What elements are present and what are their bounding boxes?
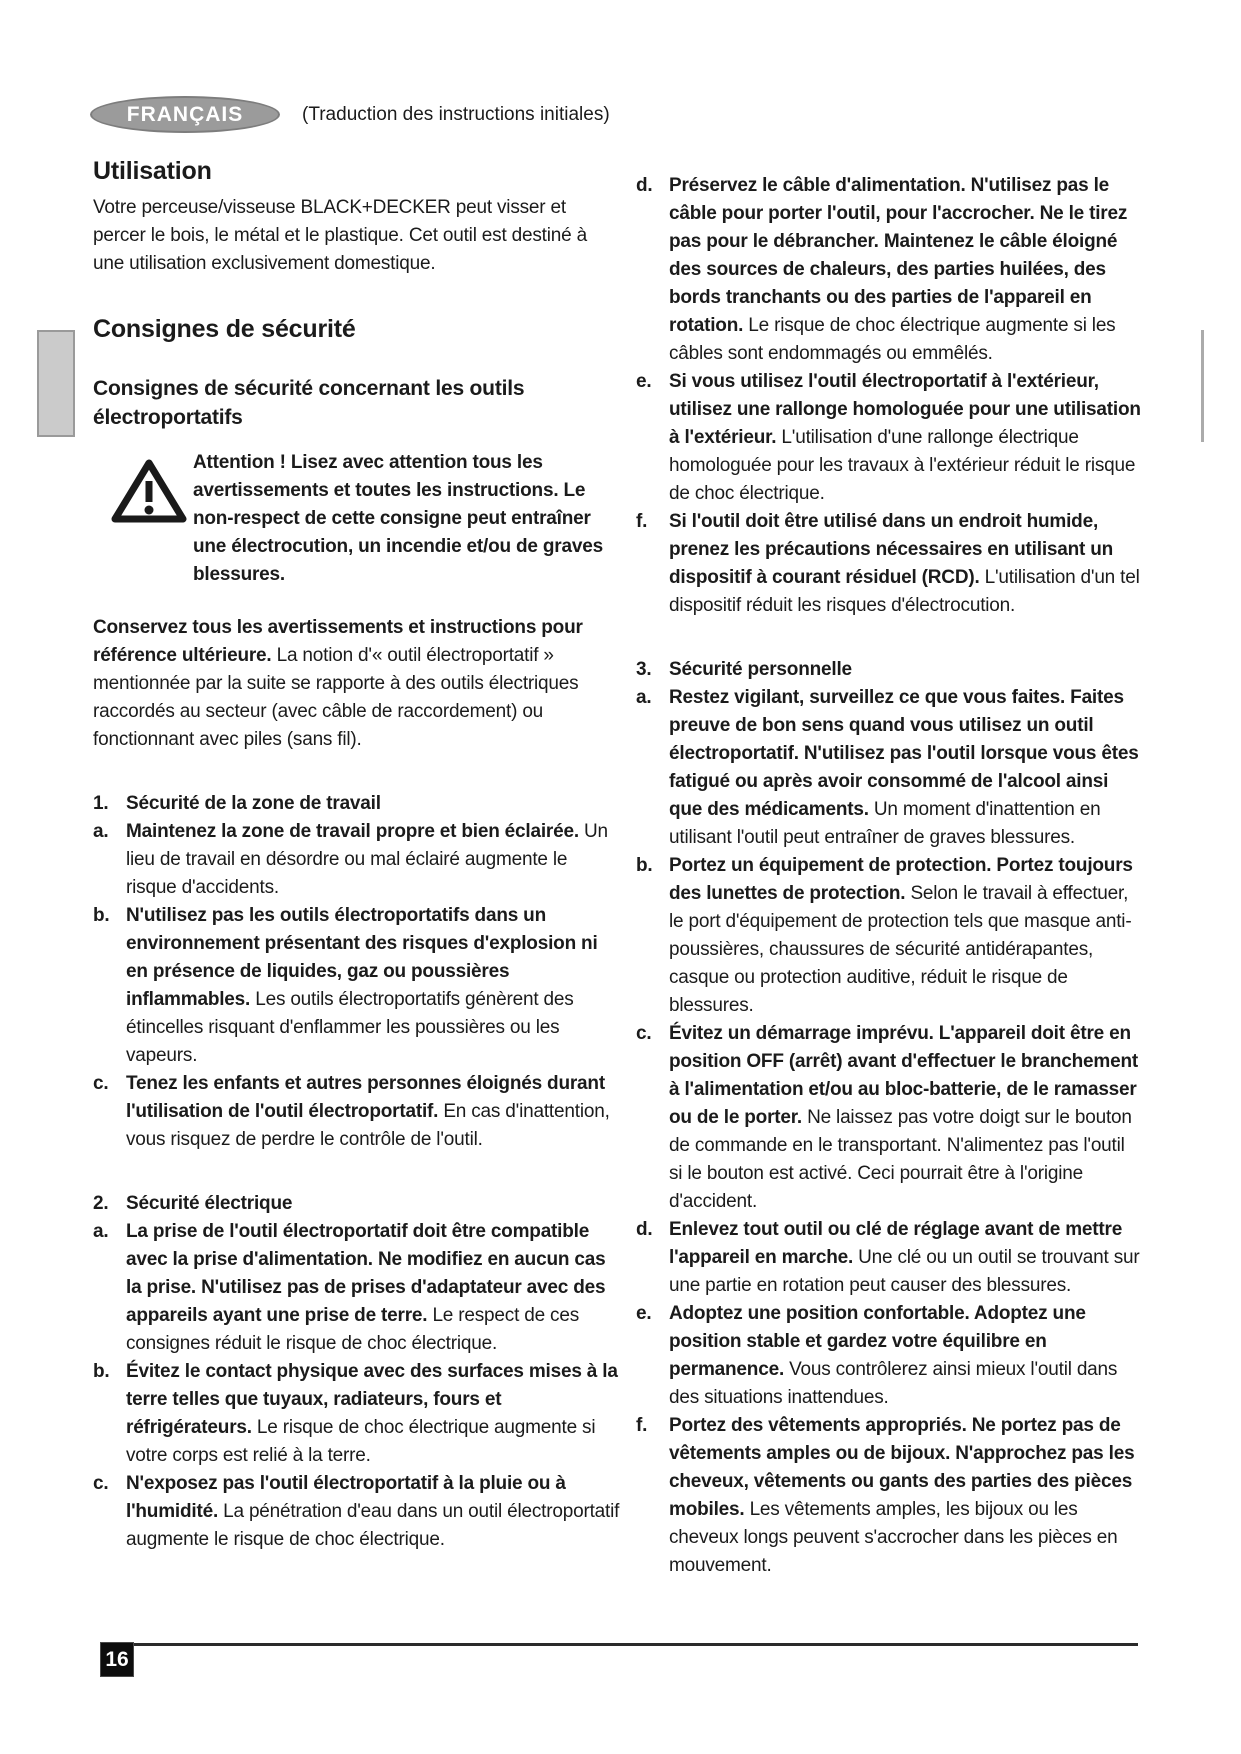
item-marker: f. [636, 1415, 648, 1436]
left-margin-tab [37, 330, 75, 437]
page-number-badge: 16 [100, 1642, 134, 1677]
section-title: Sécurité personnelle [669, 659, 852, 680]
section-2-heading [93, 1190, 620, 1218]
item-rest: Une clé ou un outil se trouvant sur une partie en rotation peut causer des blessures. [669, 1247, 1140, 1296]
section-1-heading [93, 790, 620, 818]
item-rest: Les outils électroportatifs génèrent des étincelles risquant d'enflammer les poussières ou les vapeurs. [126, 989, 574, 1066]
item-marker: f. [636, 511, 648, 532]
item-rest: Les vêtements amples, les bijoux ou les cheveux longs peuvent s'accrocher dans les pièces en mouvement. [669, 1499, 1118, 1576]
safety-title: Consignes de sécurité [93, 315, 356, 343]
language-badge: FRANÇAIS [90, 96, 280, 133]
list-item [93, 902, 620, 1070]
item-lead: Évitez un démarrage imprévu. L'appareil doit être en position OFF (arrêt) avant d'effectuer le branchement à l'alimentation et/ou au bloc-batterie, de le ramasser ou de le porter. [669, 1023, 1139, 1128]
section-3-heading [636, 656, 1143, 684]
translation-note: (Traduction des instructions initiales) [302, 103, 610, 125]
safety-subtitle: Consignes de sécurité concernant les outils électroportatifs [93, 377, 525, 429]
item-rest: Le risque de choc électrique augmente si les câbles sont endommagés ou emmêlés. [669, 315, 1116, 364]
item-lead: Préservez le câble d'alimentation. N'utilisez pas le câble pour porter l'outil, pour l'accrocher. Ne le tirez pas pour le débrancher. Maintenez le câble éloigné des sources de chaleurs, des parties huilées, des bords tranchants ou des parties de l'appareil en rotation. [669, 175, 1128, 336]
item-marker: d. [636, 1219, 653, 1240]
keep-rest: La notion d'« outil électroportatif » mentionnée par la suite se rapporte à des outils électriques raccordés au secteur (avec câble de raccordement) ou fonctionnant avec piles (sans fil). [93, 645, 579, 750]
section-title: Sécurité de la zone de travail [126, 793, 381, 814]
list-item [636, 508, 1143, 620]
item-lead: Enlevez tout outil ou clé de réglage avant de mettre l'appareil en marche. [669, 1219, 1123, 1268]
item-lead: Maintenez la zone de travail propre et bien éclairée. [126, 821, 579, 842]
keep-bold: Conservez tous les avertissements et instructions pour référence ultérieure. [93, 617, 583, 666]
item-rest: En cas d'inattention, vous risquez de perdre le contrôle de l'outil. [126, 1101, 610, 1150]
list-item [93, 1070, 620, 1154]
item-marker: b. [636, 855, 653, 876]
list-item [636, 852, 1143, 1020]
list-item [636, 1216, 1143, 1300]
page-header [90, 96, 610, 133]
item-lead: Portez des vêtements appropriés. Ne portez pas de vêtements amples ou de bijoux. N'approchez pas les cheveux, vêtements ou gants des parties des pièces mobiles. [669, 1415, 1135, 1520]
section-number: 2. [93, 1193, 109, 1214]
warning-block [93, 449, 620, 589]
item-lead: Tenez les enfants et autres personnes éloignés durant l'utilisation de l'outil électroportatif. [126, 1073, 605, 1122]
item-lead: Adoptez une position confortable. Adoptez une position stable et gardez votre équilibre en permanence. [669, 1303, 1086, 1380]
item-rest: La pénétration d'eau dans un outil électroportatif augmente le risque de choc électrique. [126, 1501, 620, 1550]
item-rest: Le respect de ces consignes réduit le risque de choc électrique. [126, 1305, 580, 1354]
item-lead: Restez vigilant, surveillez ce que vous faites. Faites preuve de bon sens quand vous utilisez un outil électroportatif. N'utilisez pas l'outil lorsque vous êtes fatigué ou après avoir consommé de l'alcool ainsi que des médicaments. [669, 687, 1139, 820]
two-column-body [93, 134, 1143, 1580]
item-marker: d. [636, 175, 653, 196]
list-item [636, 1020, 1143, 1216]
item-lead: N'utilisez pas les outils électroportatifs dans un environnement présentant des risques d'explosion ni en présence de liquides, gaz ou poussières inflammables. [126, 905, 598, 1010]
item-rest: L'utilisation d'une rallonge électrique homologuée pour les travaux à l'extérieur réduit le risque de choc électrique. [669, 427, 1136, 504]
item-rest: Vous contrôlerez ainsi mieux l'outil dans des situations inattendues. [669, 1359, 1118, 1408]
list-item [93, 1358, 620, 1470]
item-rest: Un lieu de travail en désordre ou mal éclairé augmente le risque d'accidents. [126, 821, 608, 898]
item-lead: Si l'outil doit être utilisé dans un endroit humide, prenez les précautions nécessaires en utilisant un dispositif à courant résiduel (RCD). [669, 511, 1114, 588]
item-marker: a. [93, 821, 109, 842]
item-marker: c. [636, 1023, 652, 1044]
item-marker: c. [93, 1073, 109, 1094]
warning-text: Attention ! Lisez avec attention tous les avertissements et toutes les instructions. Le non-respect de cette consigne peut entraîner une électrocution, un incendie et/ou de graves blessures. [193, 452, 603, 585]
item-lead: N'exposez pas l'outil électroportatif à la pluie ou à l'humidité. [126, 1473, 566, 1522]
item-lead: Évitez le contact physique avec des surfaces mises à la terre telles que tuyaux, radiateurs, fours et réfrigérateurs. [126, 1361, 618, 1438]
usage-title: Utilisation [93, 157, 212, 185]
right-column [636, 134, 1143, 1580]
right-margin-mark [1201, 330, 1204, 442]
item-rest: L'utilisation d'un tel dispositif réduit les risques d'électrocution. [669, 567, 1140, 616]
list-item [93, 1470, 620, 1554]
item-rest: Un moment d'inattention en utilisant l'outil peut entraîner de graves blessures. [669, 799, 1101, 848]
item-marker: a. [636, 687, 652, 708]
item-marker: b. [93, 905, 110, 926]
keep-instructions-paragraph [93, 614, 620, 754]
item-marker: c. [93, 1473, 109, 1494]
list-item [636, 1412, 1143, 1580]
section-title: Sécurité électrique [126, 1193, 293, 1214]
list-item [93, 818, 620, 902]
section-number: 3. [636, 659, 652, 680]
list-item [636, 684, 1143, 852]
footer-rule [133, 1643, 1138, 1646]
item-marker: a. [93, 1221, 109, 1242]
item-lead: Si vous utilisez l'outil électroportatif à l'extérieur, utilisez une rallonge homologuée pour une utilisation à l'extérieur. [669, 371, 1141, 448]
list-item [636, 172, 1143, 368]
item-lead: La prise de l'outil électroportatif doit être compatible avec la prise d'alimentation. Ne modifiez en aucun cas la prise. N'utilisez pas de prises d'adaptateur avec des appareils ayant une prise de terre. [126, 1221, 606, 1326]
item-rest: Le risque de choc électrique augmente si votre corps est relié à la terre. [126, 1417, 596, 1466]
list-item [636, 1300, 1143, 1412]
item-lead: Portez un équipement de protection. Portez toujours des lunettes de protection. [669, 855, 1133, 904]
section-number: 1. [93, 793, 109, 814]
item-rest: Ne laissez pas votre doigt sur le bouton de commande en le transportant. N'alimentez pas l'outil si le bouton est activé. Ceci pourrait être à l'origine d'accident. [669, 1107, 1132, 1212]
list-item [93, 1218, 620, 1358]
left-column [93, 134, 620, 1580]
item-marker: e. [636, 1303, 652, 1324]
list-item [636, 368, 1143, 508]
usage-paragraph: Votre perceuse/visseuse BLACK+DECKER peut visser et percer le bois, le métal et le plastique. Cet outil est destiné à une utilisation exclusivement domestique. [93, 197, 587, 274]
item-marker: e. [636, 371, 652, 392]
item-marker: b. [93, 1361, 110, 1382]
warning-triangle-icon [93, 449, 193, 589]
item-rest: Selon le travail à effectuer, le port d'équipement de protection tels que masque anti-poussières, chaussures de sécurité antidérapantes, casque ou protection auditive, réduit le risque de blessures. [669, 883, 1132, 1016]
